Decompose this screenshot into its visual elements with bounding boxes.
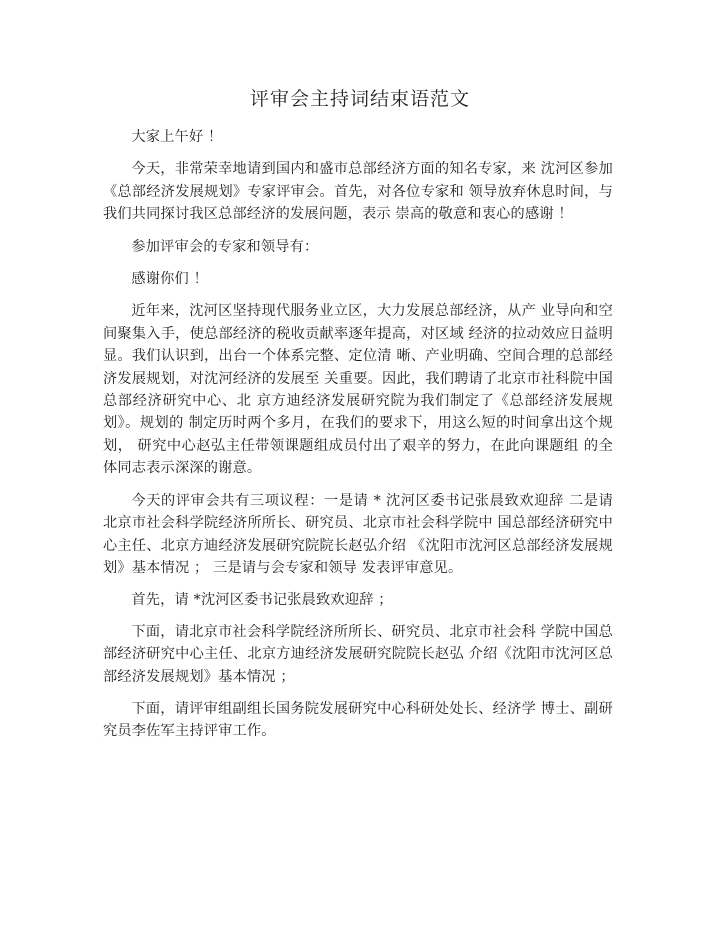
paragraph-attendees-intro: 参加评审会的专家和领导有： xyxy=(131,238,319,255)
paragraph-greeting: 大家上午好 ！ xyxy=(131,129,223,145)
paragraph-agenda: 今天的评审会共有三项议程：一是请 * 沈河区委书记张晨致欢迎辞 二是请北京市社会科学院经济所所长、研究员、北京市社会科学院中 国总部经济研究中心主任、北京方迪经济发展研究院院长赵弘介绍 《沈阳市沈河区总部经济发展规划》基本情况 ； 三是请与会专家和领导 发表评审意见。 xyxy=(103,492,613,576)
paragraph-first-item: 首先，请 *沈河区委书记张晨致欢迎辞 ； xyxy=(131,592,393,609)
document-title: 评审会主持词结束语范文 xyxy=(249,88,470,110)
paragraph-welcome: 今天，非常荣幸地请到国内和盛市总部经济方面的知名专家，来 沈河区参加《总部经济发展规划》专家评审会。首先，对各位专家和 领导放弃休息时间，与我们共同探讨我区总部经济的发展问题，表示 崇高的敬意和衷心的感谢 ！ xyxy=(103,161,613,223)
paragraph-background: 近年来，沈河区坚持现代服务业立区，大力发展总部经济，从产 业导向和空间聚集入手，使总部经济的税收贡献率逐年提高，对区域 经济的拉动效应日益明显。我们认识到，出台一个体系完整、定位清 晰、产业明确、空间合理的总部经济发展规划，对沈河经济的发展至 关重要。因此，我们聘请了北京市社科院中国总部经济研究中心、北 京方迪经济发展研究院为我们制定了《总部经济发展规划》。规划的 制定历时两个多月，在我们的要求下，用这么短的时间拿出这个规划， 研究中心赵弘主任带领课题组成员付出了艰辛的努力，在此向课题组 的全体同志表示深深的谢意。 xyxy=(103,303,613,477)
paragraph-second-item: 下面，请北京市社会科学院经济所所长、研究员、北京市社会科 学院中国总部经济研究中心主任、北京方迪经济发展研究院院长赵弘 介绍《沈阳市沈河区总部经济发展规划》基本情况 ； xyxy=(103,623,613,685)
paragraph-thanks: 感谢你们 ！ xyxy=(131,271,209,288)
document-body xyxy=(103,126,613,753)
paragraph-third-item: 下面，请评审组副组长国务院发展研究中心科研处处长、经济学 博士、副研究员李佐军主持评审工作。 xyxy=(103,700,613,740)
